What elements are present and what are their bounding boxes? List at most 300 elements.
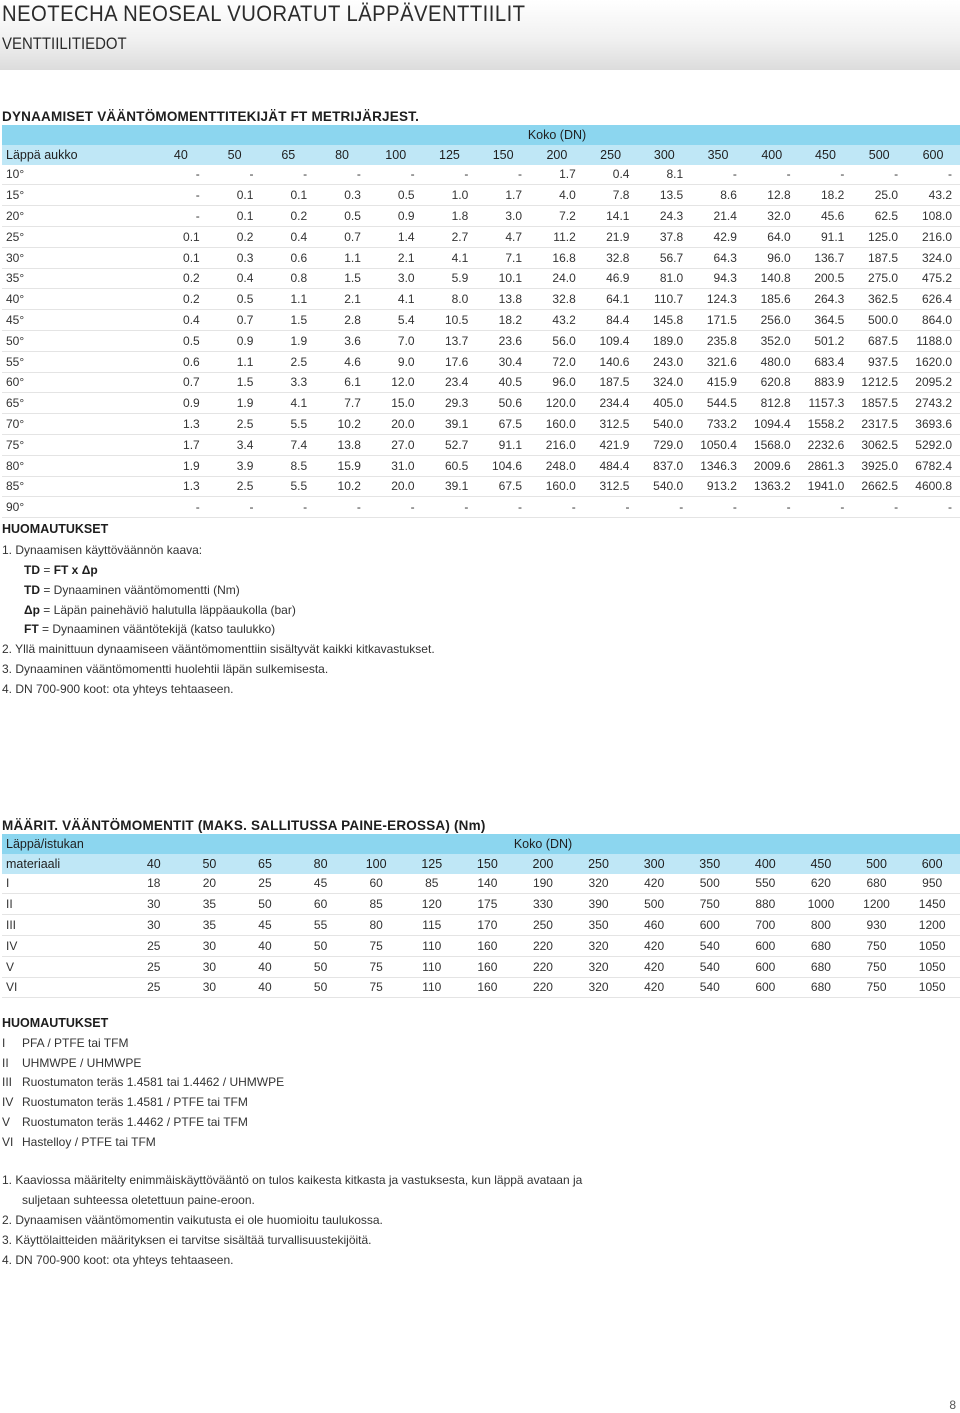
table-cell: 1.4 — [397, 229, 415, 244]
table-row — [2, 165, 960, 185]
table-cell: 94.3 — [713, 271, 737, 286]
table-cell: 420 — [644, 959, 665, 974]
table-cell: - — [518, 167, 523, 182]
formula-td: TD — [24, 563, 40, 577]
table-cell: 23.4 — [444, 375, 469, 390]
table-cell: 85 — [369, 897, 383, 912]
table-cell: 190 — [532, 876, 553, 891]
formula-rhs: FT x Δp — [53, 563, 98, 577]
notes1-item-3: 3. Dynaaminen vääntömomentti huolehtii läpän sulkemisesta. — [2, 662, 329, 676]
table-cell: 626.4 — [921, 292, 952, 307]
table-cell: 84.4 — [606, 313, 630, 328]
row-label: 10° — [6, 167, 25, 182]
table-cell: 2.1 — [397, 250, 415, 265]
table-row — [2, 414, 960, 435]
table2-size-header: 350 — [682, 854, 738, 874]
table-cell: 32.8 — [606, 250, 630, 265]
table-cell: 0.2 — [236, 229, 254, 244]
table-cell: 40 — [258, 959, 272, 974]
table-cell: 540.0 — [653, 417, 684, 432]
table-cell: 43.2 — [552, 313, 576, 328]
table-cell: 350 — [588, 918, 609, 933]
table-cell: - — [464, 500, 469, 515]
row-label: 50° — [6, 333, 25, 348]
table-cell: 0.1 — [236, 188, 254, 203]
table-cell: 2317.5 — [861, 417, 899, 432]
table-cell: 42.9 — [713, 229, 737, 244]
table2-size-header: 65 — [237, 854, 293, 874]
table-cell: 46.9 — [606, 271, 630, 286]
table-cell: 312.5 — [599, 479, 630, 494]
table-cell: 248.0 — [545, 458, 576, 473]
table-cell: 13.7 — [444, 333, 469, 348]
table-cell: 3925.0 — [861, 458, 899, 473]
table-cell: 1.5 — [290, 313, 308, 328]
table-row — [2, 206, 960, 227]
table-cell: 243.0 — [653, 354, 684, 369]
table-cell: 687.5 — [868, 333, 899, 348]
table-cell: 75 — [369, 980, 383, 995]
table-cell: 4.6 — [344, 354, 361, 369]
table-cell: 680 — [810, 980, 831, 995]
table-cell: 140 — [477, 876, 498, 891]
table-cell: 320 — [588, 980, 609, 995]
table-cell: 40 — [258, 980, 272, 995]
table-cell: 500.0 — [868, 313, 899, 328]
table-row — [2, 956, 960, 977]
table-cell: 110 — [422, 938, 442, 953]
table-cell: - — [249, 500, 254, 515]
table1-size-header: 400 — [745, 145, 799, 165]
table-cell: 7.7 — [344, 396, 361, 411]
table1-size-header-row — [2, 145, 960, 165]
table-cell: 10.2 — [337, 417, 361, 432]
table-cell: 600 — [755, 980, 776, 995]
page-number: 8 — [949, 1398, 956, 1412]
formula-eq: = — [40, 563, 54, 577]
table-cell: 14.1 — [606, 209, 630, 224]
table-cell: 1363.2 — [753, 479, 791, 494]
table-cell: 0.2 — [183, 292, 200, 307]
table-cell: 216.0 — [921, 229, 952, 244]
table-cell: - — [786, 167, 791, 182]
table-cell: 1200 — [918, 918, 946, 933]
table-cell: 500 — [699, 876, 720, 891]
table-cell: - — [195, 167, 200, 182]
table-cell: 0.4 — [236, 271, 254, 286]
table-row — [2, 874, 960, 894]
table-cell: - — [786, 500, 791, 515]
table1-size-header: 600 — [906, 145, 960, 165]
table-cell: 187.5 — [868, 250, 899, 265]
table-cell: 11.2 — [553, 229, 576, 244]
table-cell: 1.5 — [344, 271, 361, 286]
table-cell: 8.5 — [290, 458, 308, 473]
table-cell: 421.9 — [599, 437, 630, 452]
table-cell: 7.8 — [612, 188, 630, 203]
table-cell: 25 — [147, 980, 161, 995]
table-cell: 312.5 — [599, 417, 630, 432]
table-cell: 30.4 — [498, 354, 523, 369]
table-cell: 352.0 — [760, 333, 791, 348]
table-row — [2, 310, 960, 331]
table-cell: 1.1 — [236, 354, 254, 369]
table-cell: 29.3 — [444, 396, 469, 411]
table-cell: 31.0 — [391, 458, 415, 473]
table1-heading: DYNAAMISET VÄÄNTÖMOMENTTITEKIJÄT FT METRIJÄRJEST. — [2, 109, 420, 124]
table-cell: 171.5 — [706, 313, 737, 328]
table2-size-header: 100 — [348, 854, 404, 874]
table-cell: - — [356, 167, 361, 182]
table-cell: 25 — [147, 959, 161, 974]
table-cell: 1.9 — [183, 458, 200, 473]
table-cell: 1.1 — [344, 250, 361, 265]
table-cell: 185.6 — [760, 292, 791, 307]
table-cell: - — [948, 500, 952, 515]
table-cell: 18.2 — [498, 313, 523, 328]
table-cell: 729.0 — [653, 437, 684, 452]
table-row — [2, 330, 960, 351]
table-cell: 700 — [755, 918, 776, 933]
table-cell: 364.5 — [814, 313, 845, 328]
table-cell: 2.5 — [236, 417, 254, 432]
table-cell: 50.6 — [498, 396, 523, 411]
table1-row-header: Läppä aukko — [2, 145, 154, 165]
table-cell: 800 — [810, 918, 831, 933]
table-cell: 1000 — [807, 897, 835, 912]
notes1-td-definition — [24, 583, 240, 597]
table-row — [2, 497, 960, 518]
table-cell: 750 — [866, 959, 887, 974]
table-cell: 64.3 — [713, 250, 737, 265]
table-cell: 540.0 — [653, 479, 684, 494]
table-cell: - — [195, 209, 200, 224]
table-cell: 8.1 — [666, 167, 684, 182]
table-cell: 60 — [313, 897, 328, 912]
table-cell: 25.0 — [874, 188, 899, 203]
table-cell: 110 — [422, 959, 442, 974]
table-cell: 0.9 — [183, 396, 200, 411]
table-cell: 1.7 — [505, 188, 523, 203]
row-label: 85° — [6, 479, 25, 494]
table-cell: - — [732, 167, 737, 182]
notes2-item-2: 2. Dynaamisen vääntömomentin vaikutusta ei ole huomioitu taulukossa. — [2, 1213, 383, 1227]
table-cell: - — [840, 500, 845, 515]
table-cell: 13.8 — [337, 437, 361, 452]
table-cell: 13.5 — [659, 188, 684, 203]
table-cell: 2743.2 — [915, 396, 952, 411]
table-cell: 837.0 — [653, 458, 684, 473]
table-cell: 30 — [147, 918, 161, 933]
table-cell: 1.8 — [451, 209, 469, 224]
material-description: UHMWPE / UHMWPE — [22, 1055, 142, 1070]
row-label: IV — [6, 938, 18, 953]
table-cell: 189.0 — [653, 333, 684, 348]
table-cell: 540 — [699, 959, 720, 974]
table-cell: 96.0 — [767, 250, 791, 265]
table-cell: 20.0 — [391, 417, 415, 432]
table-cell: 30 — [202, 959, 217, 974]
table-cell: 108.0 — [921, 209, 952, 224]
table-cell: 420 — [644, 938, 665, 953]
table-cell: 3.0 — [397, 271, 415, 286]
table-cell: 1050.4 — [700, 437, 737, 452]
table-cell: 0.1 — [183, 250, 200, 265]
table-cell: 120 — [421, 897, 442, 912]
table-cell: 1050 — [918, 980, 946, 995]
table-cell: 2009.6 — [753, 458, 791, 473]
table-cell: 20.0 — [391, 479, 415, 494]
table-cell: 24.3 — [659, 209, 684, 224]
table-cell: 1050 — [918, 938, 946, 953]
table-cell: 200.5 — [814, 271, 845, 286]
table-cell: 1.7 — [559, 167, 576, 182]
table-cell: 2.5 — [290, 354, 308, 369]
table-cell: 56.7 — [659, 250, 684, 265]
ft-symbol: FT — [24, 622, 39, 636]
row-label: 15° — [6, 188, 25, 203]
table-row — [2, 185, 960, 206]
table-cell: 930 — [866, 918, 887, 933]
table-cell: 75 — [369, 938, 383, 953]
notes2-heading: HUOMAUTUKSET — [2, 1016, 109, 1030]
notes2-item-4: 4. DN 700-900 koot: ota yhteys tehtaaseen. — [2, 1253, 234, 1267]
table2-size-header: 50 — [182, 854, 238, 874]
table-cell: 3062.5 — [861, 437, 899, 452]
table-cell: 27.0 — [391, 437, 415, 452]
row-label: 60° — [6, 375, 25, 390]
table-cell: 30 — [202, 938, 217, 953]
table-cell: 250 — [532, 918, 553, 933]
table-cell: 3.6 — [344, 333, 361, 348]
table-cell: 81.0 — [659, 271, 684, 286]
table-cell: 16.8 — [552, 250, 576, 265]
material-description: Ruostumaton teräs 1.4581 / PTFE tai TFM — [22, 1095, 248, 1110]
table-cell: 0.3 — [344, 188, 361, 203]
table-cell: - — [948, 167, 952, 182]
table2-group-header-row — [2, 834, 960, 854]
table-cell: - — [894, 500, 899, 515]
table-cell: 160 — [477, 959, 498, 974]
table1-size-header: 500 — [852, 145, 906, 165]
table-cell: 2.5 — [236, 479, 254, 494]
table-cell: 2.7 — [451, 229, 469, 244]
table-cell: 680 — [810, 938, 831, 953]
material-code: VI — [2, 1134, 14, 1149]
table-cell: 24.0 — [552, 271, 576, 286]
table-row — [2, 915, 960, 936]
table-cell: 7.0 — [397, 333, 415, 348]
row-label: 70° — [6, 417, 25, 432]
table2-size-header: 40 — [126, 854, 182, 874]
table2-size-header: 400 — [738, 854, 794, 874]
material-description: Ruostumaton teräs 1.4462 / PTFE tai TFM — [22, 1114, 248, 1129]
table-cell: 175 — [477, 897, 498, 912]
table-cell: 39.1 — [444, 417, 469, 432]
table-cell: 4600.8 — [915, 479, 952, 494]
table-cell: 0.1 — [236, 209, 254, 224]
table2-size-header: 125 — [404, 854, 460, 874]
notes1-item-1: 1. Dynaamisen käyttöväännön kaava: — [2, 543, 203, 557]
table-cell: 6782.4 — [915, 458, 952, 473]
table-cell: 220 — [532, 959, 553, 974]
table-cell: 109.4 — [599, 333, 630, 348]
table-cell: 0.2 — [290, 209, 308, 224]
row-label: 30° — [6, 250, 25, 265]
table-cell: 4.1 — [290, 396, 308, 411]
row-label: V — [6, 959, 15, 974]
table-cell: 12.0 — [391, 375, 415, 390]
table-cell: 500 — [644, 897, 665, 912]
table1-size-header: 65 — [261, 145, 315, 165]
table-cell: 1346.3 — [700, 458, 737, 473]
table-cell: 75 — [369, 959, 383, 974]
table-cell: 1.3 — [183, 479, 200, 494]
table-cell: 160.0 — [545, 417, 576, 432]
material-code: I — [2, 1036, 6, 1050]
table-cell: 39.1 — [444, 479, 469, 494]
table-cell: 220 — [532, 938, 553, 953]
table-cell: 1200 — [863, 897, 890, 912]
table-cell: 540 — [699, 938, 720, 953]
table-cell: 3.9 — [236, 458, 254, 473]
table-cell: 1941.0 — [807, 479, 845, 494]
table-cell: 683.4 — [814, 354, 845, 369]
table-cell: 0.5 — [236, 292, 254, 307]
row-label: 55° — [6, 354, 25, 369]
table-cell: 0.7 — [183, 375, 200, 390]
table-cell: 62.5 — [874, 209, 899, 224]
table-cell: - — [410, 167, 415, 182]
table-cell: 67.5 — [498, 417, 523, 432]
table-cell: 23.6 — [498, 333, 523, 348]
table-cell: 937.5 — [868, 354, 899, 369]
table-cell: 256.0 — [760, 313, 791, 328]
td-text: = Dynaaminen vääntömomentti (Nm) — [40, 583, 240, 597]
table-cell: 2.1 — [344, 292, 361, 307]
table-cell: 0.4 — [183, 313, 200, 328]
table-cell: 35 — [202, 897, 217, 912]
table-cell: 0.5 — [183, 333, 200, 348]
table-cell: 7.1 — [505, 250, 523, 265]
td-symbol: TD — [24, 583, 40, 597]
table-cell: 321.6 — [706, 354, 737, 369]
table-cell: 50 — [258, 897, 272, 912]
table-row — [2, 226, 960, 247]
table-cell: 18.2 — [820, 188, 845, 203]
table-cell: 1568.0 — [753, 437, 791, 452]
table-cell: - — [303, 500, 308, 515]
table-cell: 115 — [422, 918, 442, 933]
table-cell: 10.2 — [337, 479, 361, 494]
table-cell: - — [571, 500, 576, 515]
material-code: III — [2, 1075, 13, 1090]
table-cell: 1558.2 — [807, 417, 845, 432]
table-cell: 30 — [147, 897, 161, 912]
table-cell: 1.9 — [236, 396, 254, 411]
table-cell: 600 — [699, 918, 720, 933]
table-row — [2, 372, 960, 393]
table1-corner-cell — [2, 125, 154, 145]
table1-size-header: 125 — [423, 145, 477, 165]
table1-size-header: 200 — [530, 145, 584, 165]
table-cell: 0.7 — [344, 229, 361, 244]
table-cell: 15.9 — [337, 458, 361, 473]
table-cell: - — [464, 167, 469, 182]
notes1-dp-definition — [24, 603, 296, 617]
table-cell: 544.5 — [706, 396, 737, 411]
table-cell: 405.0 — [653, 396, 684, 411]
table-cell: 12.8 — [767, 188, 791, 203]
table-cell: 1188.0 — [916, 333, 952, 348]
table-cell: 91.1 — [498, 437, 523, 452]
table-cell: 2662.5 — [861, 479, 899, 494]
row-label: VI — [6, 980, 18, 995]
table-cell: 460 — [644, 918, 665, 933]
table1-size-header: 450 — [799, 145, 853, 165]
table-cell: 187.5 — [599, 375, 630, 390]
table-cell: 484.4 — [599, 458, 630, 473]
table2-size-header: 450 — [793, 854, 849, 874]
table-cell: - — [249, 167, 254, 182]
table-cell: 680 — [866, 876, 887, 891]
table-cell: 1.7 — [183, 437, 200, 452]
table-cell: 0.5 — [397, 188, 415, 203]
table-cell: 9.0 — [397, 354, 415, 369]
table-cell: 235.8 — [706, 333, 737, 348]
row-label: 65° — [6, 396, 25, 411]
table-cell: 320 — [588, 938, 609, 953]
table-cell: 17.6 — [444, 354, 469, 369]
table-cell: 0.8 — [290, 271, 308, 286]
table-cell: 680 — [810, 959, 831, 974]
table-row — [2, 455, 960, 476]
table-cell: 501.2 — [814, 333, 845, 348]
table-cell: 3.3 — [290, 375, 308, 390]
table-cell: 390 — [588, 897, 609, 912]
table2-size-header: 80 — [293, 854, 349, 874]
row-label: II — [6, 897, 13, 912]
table2-size-group-header: Koko (DN) — [126, 834, 960, 854]
table-row — [2, 351, 960, 372]
table-cell: 0.1 — [290, 188, 308, 203]
table-cell: 750 — [866, 938, 887, 953]
table-cell: 3693.6 — [915, 417, 952, 432]
table-cell: 864.0 — [921, 313, 952, 328]
table-cell: - — [195, 188, 200, 203]
table-cell: 620.8 — [760, 375, 791, 390]
table-cell: 320 — [588, 876, 609, 891]
table-cell: 1.0 — [451, 188, 469, 203]
row-label: 40° — [6, 292, 25, 307]
table-cell: 40.5 — [498, 375, 523, 390]
table-cell: 85 — [425, 876, 439, 891]
material-description: Hastelloy / PTFE tai TFM — [22, 1134, 156, 1149]
notes2-item-1b: suljetaan suhteessa oletettuun paine-eroon. — [22, 1193, 255, 1207]
table-cell: 52.7 — [444, 437, 469, 452]
table-cell: 220 — [532, 980, 553, 995]
table2-heading: MÄÄRIT. VÄÄNTÖMOMENTIT (MAKS. SALLITUSSA PAINE-EROSSA) (Nm) — [2, 818, 486, 833]
material-code: V — [2, 1114, 11, 1129]
table-cell: 0.7 — [236, 313, 254, 328]
table-cell: 540 — [699, 980, 720, 995]
table-cell: - — [732, 500, 737, 515]
table1-size-header: 80 — [315, 145, 369, 165]
table-cell: 362.5 — [868, 292, 899, 307]
table1-size-header: 250 — [584, 145, 638, 165]
table-row — [2, 268, 960, 289]
table-cell: 330 — [532, 897, 553, 912]
